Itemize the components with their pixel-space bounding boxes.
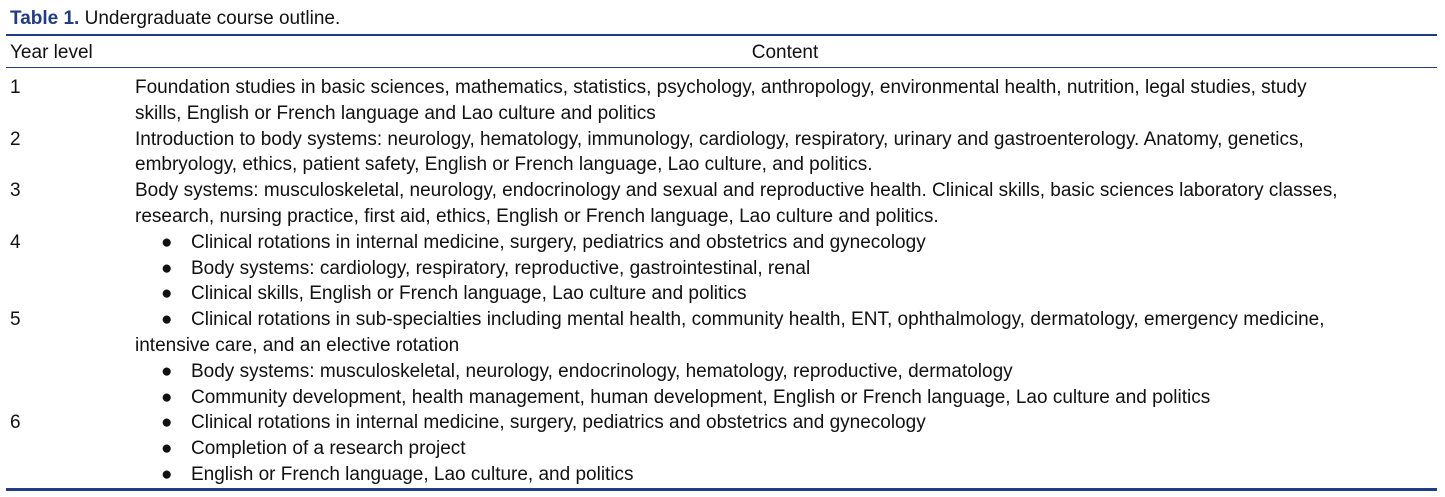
table-caption <box>10 7 340 31</box>
year-cell: 4 <box>10 231 21 253</box>
bullet-item <box>135 436 1435 462</box>
content-line: Foundation studies in basic sciences, mathematics, statistics, psychology, anthropology, environmental health, nutrition, legal studies, study <box>135 77 1307 98</box>
content-line: skills, English or French language and Lao culture and politics <box>135 102 656 124</box>
bullet-item <box>135 230 1435 256</box>
bullet-item <box>135 385 1435 411</box>
column-header-content: Content <box>751 42 819 63</box>
table-body <box>0 75 1445 488</box>
bullet-item <box>135 256 1435 282</box>
bullet-continuation-text: intensive care, and an elective rotation <box>135 334 460 356</box>
table-top-rule <box>6 34 1437 36</box>
bullet-icon: ● <box>161 386 173 408</box>
bullet-text: Body systems: cardiology, respiratory, reproductive, gastrointestinal, renal <box>191 257 811 279</box>
bullet-text: English or French language, Lao culture, and politics <box>191 463 634 485</box>
table-caption-text: Undergraduate course outline. <box>84 8 341 29</box>
table-bottom-rule <box>6 488 1437 491</box>
bullet-text: Clinical skills, English or French language, Lao culture and politics <box>191 283 747 305</box>
table-row <box>0 410 1445 487</box>
year-cell: 1 <box>10 77 21 98</box>
bullet-icon: ● <box>161 309 173 331</box>
table-row <box>0 127 1445 179</box>
bullet-icon: ● <box>161 257 173 279</box>
bullet-item <box>135 281 1435 307</box>
year-cell: 3 <box>10 180 21 202</box>
bullet-text: Clinical rotations in internal medicine, surgery, pediatrics and obstetrics and gynecology <box>191 231 926 253</box>
content-cell <box>135 230 1435 307</box>
year-cell: 2 <box>10 128 21 150</box>
table-header-rule <box>6 67 1437 68</box>
year-cell: 5 <box>10 309 21 331</box>
bullet-text: Body systems: musculoskeletal, neurology, endocrinology, hematology, reproductive, dermatology <box>191 360 1013 382</box>
bullet-item <box>135 307 1435 333</box>
content-cell <box>135 127 1435 179</box>
table-row <box>0 75 1445 127</box>
table-row <box>0 230 1445 307</box>
column-header-year-level: Year level <box>10 42 93 63</box>
bullet-item <box>135 410 1435 436</box>
content-cell <box>135 178 1435 230</box>
content-line: Body systems: musculoskeletal, neurology, endocrinology and sexual and reproductive health. Clinical skills, basic sciences laboratory classes, <box>135 180 1338 202</box>
table-row <box>0 307 1445 410</box>
table-caption-label: Table 1. <box>10 8 80 29</box>
bullet-icon: ● <box>161 412 173 434</box>
bullet-text: Clinical rotations in internal medicine, surgery, pediatrics and obstetrics and gynecology <box>191 412 926 434</box>
content-line: research, nursing practice, first aid, ethics, English or French language, Lao culture and politics. <box>135 205 939 227</box>
year-cell: 6 <box>10 412 21 434</box>
bullet-item <box>135 462 1435 488</box>
bullet-icon: ● <box>161 463 173 485</box>
content-cell <box>135 75 1435 127</box>
bullet-icon: ● <box>161 231 173 253</box>
table-row <box>0 178 1445 230</box>
bullet-icon: ● <box>161 360 173 382</box>
bullet-text: Clinical rotations in sub-specialties including mental health, community health, ENT, ophthalmology, dermatology, emergency medicine, <box>191 309 1325 331</box>
content-cell <box>135 307 1435 410</box>
content-line: embryology, ethics, patient safety, English or French language, Lao culture, and politics. <box>135 154 873 176</box>
content-cell <box>135 410 1435 487</box>
bullet-item <box>135 359 1435 385</box>
bullet-text: Completion of a research project <box>191 438 466 460</box>
content-line: Introduction to body systems: neurology, hematology, immunology, cardiology, respiratory, urinary and gastroenterology. Anatomy, genetics, <box>135 128 1304 150</box>
bullet-icon: ● <box>161 438 173 460</box>
bullet-text: Community development, health management, human development, English or French language, Lao culture and politics <box>191 386 1211 408</box>
bullet-icon: ● <box>161 283 173 305</box>
